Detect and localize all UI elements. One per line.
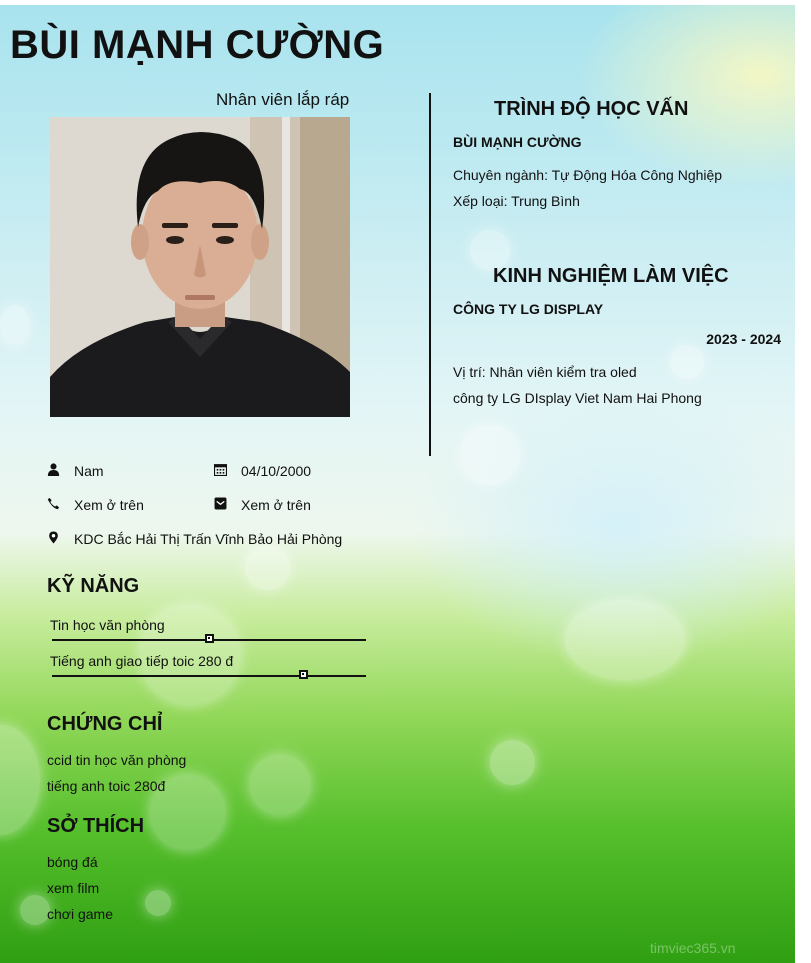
profile-photo	[50, 117, 350, 417]
skill-1-knob[interactable]	[205, 634, 214, 643]
education-major: Chuyên ngành: Tự Động Hóa Công Nghiệp	[453, 167, 723, 183]
candidate-name: BÙI MẠNH CƯỜNG	[10, 23, 385, 67]
hobby-item: xem film	[47, 880, 100, 896]
experience-role: Vị trí: Nhân viên kiểm tra oled	[453, 364, 637, 380]
bokeh-dot	[470, 230, 510, 270]
bokeh-dot	[20, 895, 50, 925]
experience-heading: KINH NGHIỆM LÀM VIỆC	[493, 265, 729, 287]
cv-page	[0, 5, 795, 963]
email-value: Xem ở trên	[241, 497, 311, 513]
certificate-item: tiếng anh toic 280đ	[47, 778, 166, 794]
bokeh-dot	[145, 890, 171, 916]
user-icon	[47, 463, 60, 476]
hobby-item: chơi game	[47, 906, 113, 922]
skills-heading: KỸ NĂNG	[47, 575, 140, 597]
info-email	[214, 497, 384, 515]
bokeh-dot	[670, 345, 704, 379]
info-address	[47, 531, 387, 549]
skill-2-knob[interactable]	[299, 670, 308, 679]
experience-company: CÔNG TY LG DISPLAY	[453, 301, 604, 317]
bokeh-dot	[0, 725, 40, 835]
bokeh-dot	[0, 305, 30, 345]
bokeh-dot	[565, 600, 685, 680]
info-birthday	[214, 463, 384, 481]
experience-detail: công ty LG DIsplay Viet Nam Hai Phong	[453, 390, 702, 406]
watermark: timviec365.vn	[650, 940, 736, 956]
hobby-item: bóng đá	[47, 854, 98, 870]
education-heading: TRÌNH ĐỘ HỌC VẤN	[494, 98, 689, 120]
info-phone	[47, 497, 207, 515]
certificates-heading: CHỨNG CHỈ	[47, 713, 163, 735]
experience-period: 2023 - 2024	[706, 331, 781, 347]
bokeh-dot	[245, 545, 290, 590]
column-divider	[429, 93, 431, 456]
skill-1-label: Tin học văn phòng	[50, 617, 165, 633]
hobbies-heading: SỞ THÍCH	[47, 815, 145, 837]
phone-value: Xem ở trên	[74, 497, 144, 513]
bokeh-dot	[460, 425, 520, 485]
bokeh-dot	[490, 740, 535, 785]
map-marker-icon	[47, 531, 60, 544]
info-gender	[47, 463, 207, 481]
calendar-icon	[214, 463, 227, 476]
address-value: KDC Bắc Hải Thị Trấn Vĩnh Bảo Hải Phòng	[74, 531, 343, 547]
skill-2-label: Tiếng anh giao tiếp toic 280 đ	[50, 653, 234, 669]
gender-value: Nam	[74, 463, 104, 479]
bokeh-dot	[250, 755, 310, 815]
education-grade: Xếp loại: Trung Bình	[453, 193, 580, 209]
certificate-item: ccid tin học văn phòng	[47, 752, 187, 768]
job-position: Nhân viên lắp ráp	[216, 90, 350, 109]
phone-icon	[47, 497, 60, 510]
education-school: BÙI MẠNH CƯỜNG	[453, 134, 582, 150]
envelope-icon	[214, 497, 227, 510]
skill-2-bar	[52, 675, 366, 677]
birthday-value: 04/10/2000	[241, 463, 312, 479]
skill-1-bar	[52, 639, 366, 641]
